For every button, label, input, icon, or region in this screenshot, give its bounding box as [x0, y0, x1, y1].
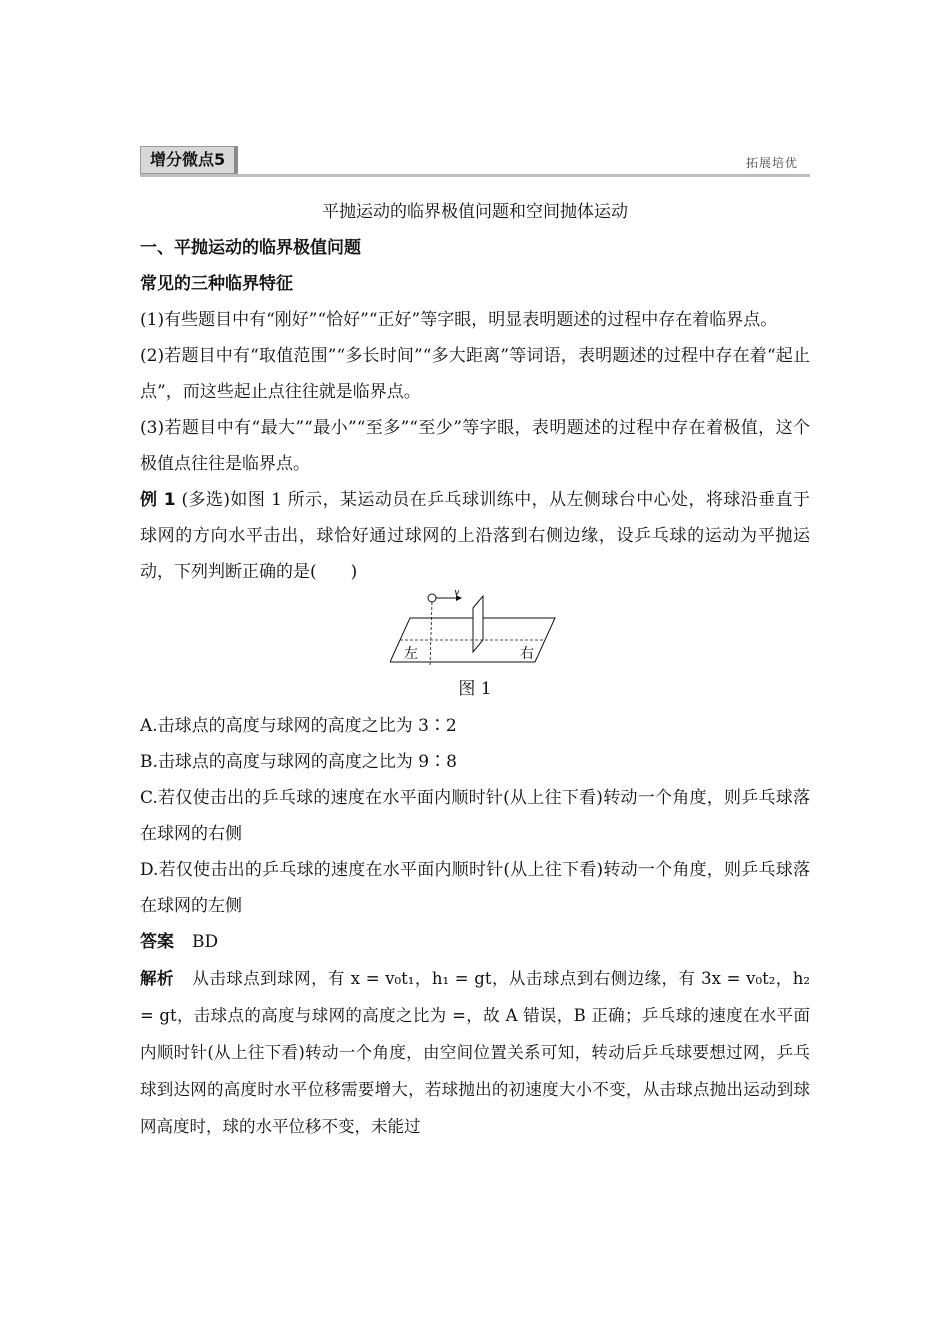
paragraph-3: (3)若题目中有“最大”“最小”“至多”“至少”等字眼，表明题述的过程中存在着极值，这个极值点往往是临界点。	[140, 418, 810, 474]
option-a: A.击球点的高度与球网的高度之比为 3∶2	[140, 716, 457, 736]
net	[473, 596, 483, 652]
left-side-label: 左	[404, 646, 418, 662]
header-rule	[140, 174, 810, 177]
paragraph-1: (1)有些题目中有“刚好”“恰好”“正好”等字眼，明显表明题述的过程中存在着临界点。	[140, 310, 778, 330]
velocity-label: v	[454, 590, 460, 598]
analysis-paragraph	[140, 960, 810, 1145]
paragraph-2: (2)若题目中有“取值范围”“多长时间”“多大距离”等词语，表明题述的过程中存在着“起止点”，而这些起止点往往就是临界点。	[140, 346, 810, 402]
right-side-label: 右	[520, 646, 534, 662]
ping-pong-table-diagram	[390, 590, 560, 666]
subheading: 常见的三种临界特征	[140, 274, 293, 294]
section-tag: 增分微点5	[140, 146, 238, 174]
option-d: D.若仅使击出的乒乓球的速度在水平面内顺时针(从上往下看)转动一个角度，则乒乓球落在球网的左侧	[140, 860, 810, 916]
figure-1	[140, 590, 810, 670]
option-b: B.击球点的高度与球网的高度之比为 9∶8	[140, 752, 457, 772]
section-header	[140, 144, 810, 176]
option-c: C.若仅使击出的乒乓球的速度在水平面内顺时针(从上往下看)转动一个角度，则乒乓球落在球网的右侧	[140, 788, 810, 844]
ball-drop-line	[430, 602, 432, 666]
answer-value: BD	[192, 932, 219, 952]
analysis-label: 解析	[140, 969, 174, 988]
section-category-label: 拓展培优	[745, 156, 798, 170]
example-text: (多选)如图 1 所示，某运动员在乒乓球训练中，从左侧球台中心处，将球沿垂直于球网的方向水平击出，球恰好通过球网的上沿落到右侧边缘，设乒乓球的运动为平抛运动，下列判断正确的是( )	[140, 490, 811, 582]
ball	[428, 594, 436, 602]
answer-line	[140, 924, 810, 960]
example-label: 例 1	[140, 490, 176, 510]
example-question	[140, 482, 810, 590]
document-body	[140, 194, 810, 1145]
analysis-text: 从击球点到球网，有 x = v₀t₁，h₁ = gt，从击球点到右侧边缘，有 3x = v₀t₂，h₂ = gt，击球点的高度与球网的高度之比为 =，故 A 错误，B 正确；乒乓球的速度在水平面内顺时针(从上往下看)转动一个角度，由空间位置关系可知，转动后乒乓球要想过网，乒乓球到达网的高度时水平位移需要增大，若球抛出的初速度大小不变，从击球点抛出运动到球网高度时，球的水平位移不变，未能过	[140, 969, 810, 1136]
page-title: 平抛运动的临界极值问题和空间抛体运动	[322, 202, 628, 222]
figure-caption: 图 1	[458, 679, 492, 699]
section-heading: 一、平抛运动的临界极值问题	[140, 238, 361, 258]
answer-label: 答案	[140, 932, 174, 952]
